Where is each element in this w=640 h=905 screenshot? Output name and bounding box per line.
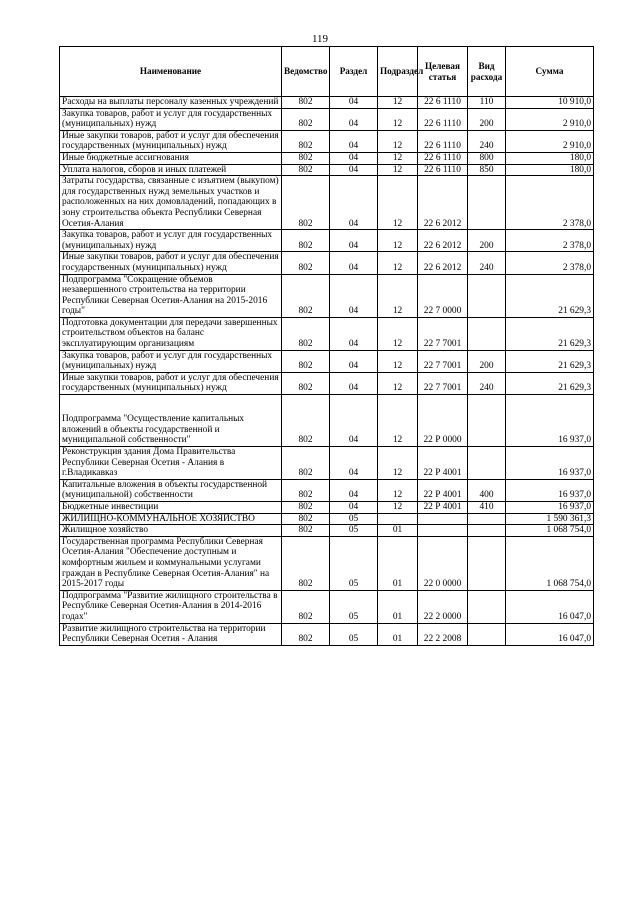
tselevaya-cell: 22 0 0000 [418,536,468,590]
vedomstvo-cell: 802 [282,164,330,176]
tselevaya-cell: 22 7 0000 [418,274,468,317]
summa-cell: 21 629,3 [506,274,594,317]
podrazdel-cell: 12 [378,130,418,152]
tselevaya-cell: 22 6 2012 [418,230,468,252]
podrazdel-cell: 12 [378,502,418,514]
podrazdel-cell: 12 [378,108,418,130]
podrazdel-cell: 01 [378,525,418,537]
vedomstvo-cell: 802 [282,590,330,623]
podrazdel-cell: 12 [378,447,418,480]
table-row [60,164,594,176]
tselevaya-cell [418,525,468,537]
tselevaya-cell: 22 Р 4001 [418,479,468,501]
summa-cell: 16 047,0 [506,623,594,645]
table-row [60,479,594,501]
vid-cell: 240 [468,252,506,274]
razdel-cell: 04 [330,176,378,230]
summa-cell: 1 068 754,0 [506,536,594,590]
podrazdel-cell [378,513,418,525]
table-row [60,274,594,317]
table-row [60,230,594,252]
vid-cell: 850 [468,164,506,176]
razdel-cell: 05 [330,513,378,525]
vedomstvo-cell: 802 [282,97,330,109]
table-row [60,108,594,130]
row-name-cell: Закупка товаров, работ и услуг для государственных (муниципальных) нужд [60,230,282,252]
row-name-cell: Подготовка документации для передачи завершенных строительством объектов на баланс эксплуатирующим организациям [60,317,282,350]
row-name-cell: Закупка товаров, работ и услуг для государственных (муниципальных) нужд [60,350,282,372]
vedomstvo-cell: 802 [282,513,330,525]
summa-cell: 10 910,0 [506,97,594,109]
razdel-cell: 04 [330,164,378,176]
razdel-cell: 04 [330,97,378,109]
podrazdel-cell: 01 [378,536,418,590]
vid-cell [468,513,506,525]
podrazdel-cell: 12 [378,372,418,394]
tselevaya-cell: 22 6 1110 [418,97,468,109]
vedomstvo-cell: 802 [282,447,330,480]
vid-cell [468,317,506,350]
razdel-cell: 04 [330,350,378,372]
razdel-cell: 05 [330,590,378,623]
table-row [60,252,594,274]
summa-cell: 16 047,0 [506,590,594,623]
tselevaya-cell: 22 6 1110 [418,130,468,152]
vid-cell: 410 [468,502,506,514]
razdel-cell: 04 [330,395,378,447]
razdel-cell: 04 [330,108,378,130]
tselevaya-cell: 22 6 1110 [418,152,468,164]
table-row [60,623,594,645]
vedomstvo-cell: 802 [282,230,330,252]
vid-cell: 400 [468,479,506,501]
vid-cell: 200 [468,350,506,372]
summa-cell: 2 378,0 [506,230,594,252]
tselevaya-cell [418,513,468,525]
table-row [60,97,594,109]
vid-cell: 200 [468,230,506,252]
podrazdel-cell: 12 [378,350,418,372]
table-body [60,97,594,646]
vedomstvo-cell: 802 [282,525,330,537]
razdel-cell: 04 [330,252,378,274]
summa-cell: 2 910,0 [506,108,594,130]
tselevaya-cell: 22 Р 4001 [418,447,468,480]
podrazdel-cell: 12 [378,230,418,252]
podrazdel-cell: 01 [378,623,418,645]
tselevaya-cell: 22 6 1110 [418,164,468,176]
summa-cell: 2 910,0 [506,130,594,152]
vedomstvo-cell: 802 [282,130,330,152]
vid-cell [468,590,506,623]
table-row [60,152,594,164]
table-row [60,350,594,372]
razdel-cell: 04 [330,274,378,317]
summa-cell: 2 378,0 [506,252,594,274]
summa-cell: 21 629,3 [506,350,594,372]
summa-cell: 16 937,0 [506,502,594,514]
tselevaya-cell: 22 2 2008 [418,623,468,645]
vid-cell [468,274,506,317]
tselevaya-cell: 22 Р 0000 [418,395,468,447]
podrazdel-cell: 01 [378,590,418,623]
razdel-cell: 04 [330,130,378,152]
podrazdel-cell: 12 [378,317,418,350]
tselevaya-cell: 22 Р 4001 [418,502,468,514]
razdel-cell: 04 [330,317,378,350]
row-name-cell: Уплата налогов, сборов и иных платежей [60,164,282,176]
vedomstvo-cell: 802 [282,274,330,317]
table-row [60,176,594,230]
podrazdel-cell: 12 [378,164,418,176]
row-name-cell: Развитие жилищного строительства на территории Республики Северная Осетия - Алания [60,623,282,645]
podrazdel-cell: 12 [378,479,418,501]
vedomstvo-cell: 802 [282,623,330,645]
tselevaya-cell: 22 6 1110 [418,108,468,130]
table-row [60,372,594,394]
summa-cell: 180,0 [506,152,594,164]
summa-cell: 16 937,0 [506,479,594,501]
razdel-cell: 05 [330,623,378,645]
vedomstvo-cell: 802 [282,536,330,590]
header-summa: Сумма [506,47,594,97]
table-row [60,502,594,514]
vedomstvo-cell: 802 [282,395,330,447]
razdel-cell: 04 [330,372,378,394]
razdel-cell: 05 [330,536,378,590]
vedomstvo-cell: 802 [282,176,330,230]
table-row [60,447,594,480]
vedomstvo-cell: 802 [282,502,330,514]
table-row [60,590,594,623]
row-name-cell: Подпрограмма "Сокращение объемов незавершенного строительства на территории Республики Северная Осетия-Алания на 2015-2016 годы" [60,274,282,317]
vedomstvo-cell: 802 [282,152,330,164]
page-number: 119 [311,33,329,45]
vedomstvo-cell: 802 [282,479,330,501]
row-name-cell: Расходы на выплаты персоналу казенных учреждений [60,97,282,109]
vid-cell [468,525,506,537]
vid-cell [468,536,506,590]
podrazdel-cell: 12 [378,274,418,317]
vedomstvo-cell: 802 [282,372,330,394]
header-vedomstvo: Ведомство [282,47,330,97]
header-name: Наименование [60,47,282,97]
vedomstvo-cell: 802 [282,252,330,274]
summa-cell: 21 629,3 [506,372,594,394]
razdel-cell: 04 [330,152,378,164]
vid-cell [468,447,506,480]
tselevaya-cell: 22 2 0000 [418,590,468,623]
summa-cell: 16 937,0 [506,447,594,480]
row-name-cell: Подпрограмма "Осуществление капитальных вложений в объекты государственной и муниципальной собственности" [60,395,282,447]
summa-cell: 21 629,3 [506,317,594,350]
row-name-cell: Затраты государства, связанные с изъятием (выкупом) для государственных нужд земельных участков и расположенных на них домовладений, попадающих в зону строительства объекта Республики Северная Осетия-Алания [60,176,282,230]
row-name-cell: Иные закупки товаров, работ и услуг для обеспечения государственных (муниципальных) нужд [60,252,282,274]
razdel-cell: 04 [330,447,378,480]
row-name-cell: ЖИЛИЩНО-КОММУНАЛЬНОЕ ХОЗЯЙСТВО [60,513,282,525]
header-vid: Вид расхода [468,47,506,97]
budget-table [59,46,594,646]
vid-cell: 200 [468,108,506,130]
row-name-cell: Капитальные вложения в объекты государственной (муниципальной) собственности [60,479,282,501]
podrazdel-cell: 12 [378,395,418,447]
podrazdel-cell: 12 [378,252,418,274]
summa-cell: 1 068 754,0 [506,525,594,537]
row-name-cell: Иные закупки товаров, работ и услуг для обеспечения государственных (муниципальных) нужд [60,130,282,152]
vedomstvo-cell: 802 [282,317,330,350]
vid-cell: 240 [468,372,506,394]
header-razdel: Раздел [330,47,378,97]
tselevaya-cell: 22 6 2012 [418,176,468,230]
row-name-cell: Закупка товаров, работ и услуг для государственных (муниципальных) нужд [60,108,282,130]
vid-cell [468,176,506,230]
table-row [60,130,594,152]
tselevaya-cell: 22 6 2012 [418,252,468,274]
tselevaya-cell: 22 7 7001 [418,317,468,350]
razdel-cell: 04 [330,502,378,514]
vid-cell: 110 [468,97,506,109]
podrazdel-cell: 12 [378,97,418,109]
header-tselevaya: Целевая статья [418,47,468,97]
tselevaya-cell: 22 7 7001 [418,372,468,394]
summa-cell: 16 937,0 [506,395,594,447]
row-name-cell: Иные бюджетные ассигнования [60,152,282,164]
podrazdel-cell: 12 [378,152,418,164]
vedomstvo-cell: 802 [282,350,330,372]
table-header-row [60,47,594,97]
razdel-cell: 04 [330,230,378,252]
row-name-cell: Подпрограмма "Развитие жилищного строительства в Республике Северная Осетия-Алания в 2014-2016 годах" [60,590,282,623]
row-name-cell: Иные закупки товаров, работ и услуг для обеспечения государственных (муниципальных) нужд [60,372,282,394]
podrazdel-cell: 12 [378,176,418,230]
table-row [60,395,594,447]
summa-cell: 1 590 361,3 [506,513,594,525]
row-name-cell: Бюджетные инвестиции [60,502,282,514]
row-name-cell: Жилищное хозяйство [60,525,282,537]
table-row [60,513,594,525]
table-row [60,536,594,590]
summa-cell: 180,0 [506,164,594,176]
summa-cell: 2 378,0 [506,176,594,230]
vid-cell [468,395,506,447]
row-name-cell: Государственная программа Республики Северная Осетия-Алания "Обеспечение доступным и комфортным жильем и коммунальными услугами граждан в Республике Северная Осетия-Алания" на 2015-2017 годы [60,536,282,590]
razdel-cell: 05 [330,525,378,537]
vid-cell: 240 [468,130,506,152]
vedomstvo-cell: 802 [282,108,330,130]
header-podrazdel: Подраздел [378,47,418,97]
razdel-cell: 04 [330,479,378,501]
row-name-cell: Реконструкция здания Дома Правительства Республики Северная Осетия - Алания в г.Владикавказ [60,447,282,480]
table-row [60,317,594,350]
tselevaya-cell: 22 7 7001 [418,350,468,372]
table-row [60,525,594,537]
vid-cell [468,623,506,645]
vid-cell: 800 [468,152,506,164]
